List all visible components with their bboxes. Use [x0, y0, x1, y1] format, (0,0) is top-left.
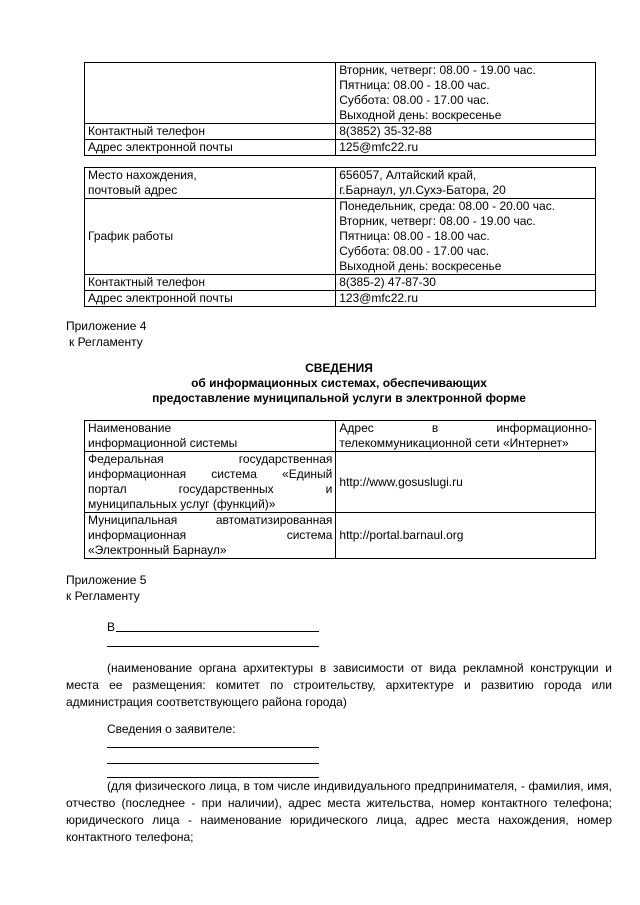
schedule-line: Вторник, четверг: 08.00 - 19.00 час.: [339, 63, 536, 77]
system-name: [85, 513, 336, 559]
table-header-row: [85, 421, 596, 452]
column-header-name: [85, 421, 336, 452]
address-label: [85, 168, 336, 199]
email-value: 123@mfc22.ru: [336, 291, 596, 307]
schedule-line: Пятница: 08.00 - 18.00 час.: [339, 78, 490, 92]
heading-subtitle: предоставление муниципальной услуги в электронной форме: [152, 391, 526, 405]
system-url: http://www.gosuslugi.ru: [336, 452, 596, 513]
table-row: [85, 452, 596, 513]
email-value: 125@mfc22.ru: [336, 140, 596, 156]
schedule-cell: [336, 63, 596, 124]
schedule-line: Выходной день: воскресенье: [339, 259, 502, 273]
applicant-line[interactable]: [107, 747, 319, 748]
info-systems-heading: [66, 361, 612, 406]
address-line: 656057, Алтайский край,: [339, 168, 477, 182]
appendix-4-label: [66, 318, 146, 350]
schedule-line: Вторник, четверг: 08.00 - 19.00 час.: [339, 214, 536, 228]
appendix-5-line: Приложение 5: [66, 573, 147, 587]
system-name-line: информационная система: [88, 528, 333, 542]
header-line: информационной системы: [88, 436, 238, 450]
column-header-address: [336, 421, 596, 452]
email-label: Адрес электронной почты: [85, 140, 336, 156]
schedule-cell: [336, 199, 596, 275]
table-row: [85, 168, 596, 199]
applicant-line[interactable]: [107, 763, 319, 764]
appendix-4-line: к Регламенту: [69, 335, 143, 349]
system-name-line: Федеральная государственная: [88, 452, 333, 466]
address-value: [336, 168, 596, 199]
schedule-line: Пятница: 08.00 - 18.00 час.: [339, 229, 490, 243]
organ-note: (наименование органа архитектуры в зависимости от вида рекламной конструкции и места ее размещения: комитет по строительству, архитектуре и развитию города или администрация соответствующего района города): [66, 661, 612, 709]
recipient-line[interactable]: [107, 646, 319, 647]
applicant-label: Сведения о заявителе:: [107, 722, 236, 736]
table-row: [85, 199, 596, 275]
system-url: http://portal.barnaul.org: [336, 513, 596, 559]
table-cell-label: [85, 63, 336, 124]
table-row: [85, 124, 596, 140]
system-name-line: портал государственных и: [88, 482, 333, 496]
appendix-4-line: Приложение 4: [66, 319, 147, 333]
header-line: Наименование: [88, 421, 172, 435]
schedule-label: График работы: [85, 199, 336, 275]
schedule-line: Выходной день: воскресенье: [339, 108, 502, 122]
schedule-line: Суббота: 08.00 - 17.00 час.: [339, 244, 490, 258]
system-name: [85, 452, 336, 513]
phone-value: 8(385-2) 47-87-30: [336, 275, 596, 291]
system-name-line: информационная система «Единый: [88, 467, 333, 481]
table-row: [85, 140, 596, 156]
table-row: [85, 291, 596, 307]
address-label-line: почтовый адрес: [88, 183, 178, 197]
contacts-table-1: [84, 62, 596, 156]
recipient-line[interactable]: [116, 631, 319, 632]
address-label-line: Место нахождения,: [88, 168, 197, 182]
system-name-line: Муниципальная автоматизированная: [88, 513, 333, 527]
table-row: [85, 513, 596, 559]
table-row: [85, 63, 596, 124]
contacts-table-2: [84, 167, 596, 307]
schedule-line: Суббота: 08.00 - 17.00 час.: [339, 93, 490, 107]
address-line: г.Барнаул, ул.Сухэ-Батора, 20: [339, 183, 506, 197]
appendix-5-line: к Регламенту: [66, 589, 140, 603]
appendix-5-label: [66, 572, 146, 604]
heading-title: СВЕДЕНИЯ: [305, 361, 373, 375]
phone-label: Контактный телефон: [85, 124, 336, 140]
applicant-note: (для физического лица, в том числе индивидуального предпринимателя, - фамилия, имя, отчество (последнее - при наличии), адрес места жительства, номер контактного телефона; юридического лица - наименование юридического лица, адрес места нахождения, номер контактного телефона;: [66, 779, 612, 844]
phone-label: Контактный телефон: [85, 275, 336, 291]
system-name-line: «Электронный Барнаул»: [88, 543, 227, 557]
header-line: Адрес в информационно-: [339, 421, 592, 435]
heading-subtitle: об информационных системах, обеспечивающих: [191, 376, 487, 390]
schedule-line: Понедельник, среда: 08.00 - 20.00 час.: [339, 199, 556, 213]
email-label: Адрес электронной почты: [85, 291, 336, 307]
info-systems-table: [84, 420, 596, 559]
table-row: [85, 275, 596, 291]
recipient-prefix: В: [107, 620, 116, 634]
phone-value: 8(3852) 35-32-88: [336, 124, 596, 140]
system-name-line: муниципальных услуг (функций)»: [88, 497, 276, 511]
header-line: телекоммуникационной сети «Интернет»: [339, 436, 569, 450]
